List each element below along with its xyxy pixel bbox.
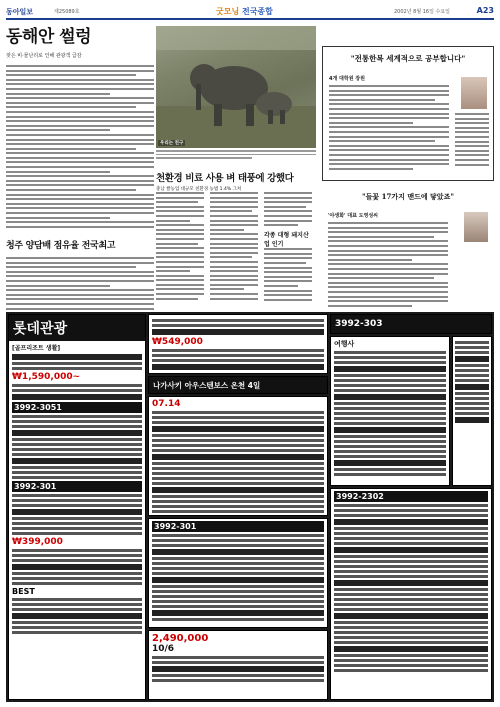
- interview-1-label: 4개 대학원 장원: [329, 76, 365, 82]
- ad-right-phone: 3992-303: [335, 319, 383, 329]
- interview-box-1: [322, 46, 494, 181]
- ad-right-narrow[interactable]: [452, 336, 492, 486]
- center-col-1: [156, 192, 204, 302]
- ad-right-bottom[interactable]: [330, 488, 492, 700]
- logo-section: 전국종합: [239, 7, 273, 16]
- paper-name: 동아일보: [6, 7, 34, 16]
- secondary-body: [6, 257, 154, 310]
- section-logo: [216, 6, 273, 17]
- lead-title: 동해안 썰렁: [6, 27, 92, 47]
- ad-lotte-price: ₩1,590,000~: [12, 372, 81, 382]
- advertisement-section: [6, 312, 494, 702]
- interview-2-headline: "들꽃 17가지 맨드에 닿았죠": [362, 192, 454, 201]
- interview-1-body: [329, 85, 449, 172]
- interview-1-headline: "전통한복 세계적으로 공부합니다": [350, 54, 466, 63]
- news-photo: [156, 26, 316, 148]
- ad-middle-list-2[interactable]: [148, 518, 328, 628]
- center-article: [156, 170, 316, 310]
- masthead: [6, 6, 494, 20]
- ad-lotte-best: BEST: [12, 587, 35, 596]
- portrait-photo-icon: [464, 212, 488, 242]
- photo-title: 우리는 친구: [160, 141, 184, 146]
- center-title: 천환경 비료 사용 벼 태풍에 강했다: [156, 173, 294, 184]
- ad-lotte-phone: 3992-3051: [12, 402, 142, 413]
- interview-2-label: '야생화' 대표 도영성씨: [328, 213, 379, 219]
- interview-box-2: [322, 186, 494, 306]
- logo-goodmorning: 굿모닝: [216, 7, 240, 16]
- ad-middle-date: 07.14: [152, 399, 181, 409]
- secondary-title: 청주 양담배 점유율 전국최고: [6, 241, 116, 251]
- center-col-3: [264, 192, 312, 303]
- ad-middle-bottom[interactable]: [148, 630, 328, 700]
- ad-right-list[interactable]: [330, 336, 450, 486]
- ad-bottom-date: 10/6: [152, 644, 175, 654]
- portrait-photo-icon: [461, 77, 487, 109]
- ad-lotte-price2: ₩399,000: [12, 537, 63, 547]
- ad-lotte-sub: [골프리조트 생활]: [12, 345, 61, 352]
- ad-lotte-phone2: 3992-301: [12, 481, 142, 492]
- ad-lotte-tour[interactable]: [8, 314, 146, 700]
- ad-middle-price: ₩549,000: [152, 337, 203, 347]
- ad-right-title: 여행사: [334, 340, 355, 348]
- photo-caption: [156, 150, 316, 166]
- page-number: A23: [476, 6, 494, 15]
- ad-right-phone-2: 3992-2302: [334, 491, 488, 502]
- ad-right-header[interactable]: [330, 314, 492, 334]
- ad-middle-banner[interactable]: [148, 376, 328, 394]
- center-side-head: 각종 대형 돼지산업 인기: [264, 232, 309, 249]
- ad-middle-banner-text: 나가사키 아우스텐보스 온천 4일: [153, 381, 261, 390]
- lead-body: [6, 65, 154, 228]
- interview-2-body: [328, 222, 448, 309]
- ad-middle-list[interactable]: [148, 396, 328, 516]
- interview-1-body-side: [455, 113, 489, 168]
- ad-middle-top[interactable]: [148, 314, 328, 374]
- edition-number: 제25089호: [54, 9, 80, 15]
- center-col-2: [210, 192, 258, 302]
- ad-middle-phone: 3992-301: [152, 521, 324, 532]
- ad-bottom-price: 2,490,000: [152, 633, 209, 644]
- center-subtitle: 충남 쌀농업 대규모 친환경 농법 1.4% 그쳐: [156, 187, 242, 192]
- ad-lotte-title: 롯데관광: [9, 315, 145, 341]
- issue-date: 2002년 8월 16일 수요일: [394, 9, 451, 15]
- secondary-article: [6, 238, 154, 308]
- elephants-photo-icon: [156, 26, 316, 148]
- lead-subtitle: 잦은 비·물난리로 인해 관광객 급감: [6, 53, 82, 59]
